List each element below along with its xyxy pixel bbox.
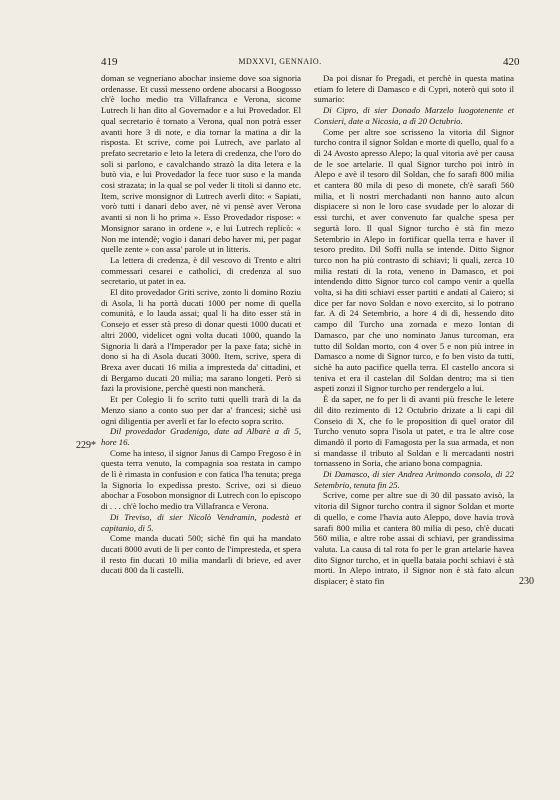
paragraph: Da poi disnar fo Pregadi, et perchè in questa matina etiam fo letere di Damasco e di Cypri, noterò qui soto il sumario:	[314, 73, 514, 105]
right-text-column	[314, 73, 514, 587]
paragraph: Et per Colegio li fo scrito tutti quelli trarà di la da Menzo siano a conto suo per dar a' francesi; sichè usi ogni diligentia per averli et far lo efecto sopra scrito.	[101, 394, 301, 426]
entry-heading: Di Treviso, di sier Nicolò Vendramin, podestà et capitanio, di 5.	[101, 511, 301, 533]
paragraph: La lettera di credenza, è dil vescovo di Trento e altri commessari cesarei e catholici, di credenza al suo secretario, ut patet in ea.	[101, 254, 301, 287]
paragraph: È da saper, ne fo per li dì avanti più fresche le letere dil dito rezimento di 12 Octubrio drizate a li capi dil Conseio di X, che fo le proposition di quel orator dil Turcho venuto sopra l'isola ut patet, e tra le altre cose dimandò il porto di Famagosta per la sua armada, et non si mandasse il tributo al Soldan e li mercadanti nostri tornasseno in Soria, che ariano bona compagnia.	[314, 394, 514, 469]
left-text-column	[101, 73, 301, 576]
paragraph: Scrive, come per altre sue di 30 dil passato avisò, la vitoria dil Signor turcho contra il signor Soldan et morte di quello, e come l'havia auto Aleppo, dove havia trovà sarafi 800 milia et cantera 80 milia di peso, ch'è ducati 560 milia, e altre robe assai di schiavi, per grandissima valuta. La causa di tal rota fo per le gran artelarie havea dito Signor turcho, et in quella bataia pochi schiavi è stà morti. In Alepo intrato, il Signor non è stà fato alcun dispiacer; è stato fin	[314, 490, 514, 587]
paragraph: El dito provedador Griti scrive, zonto li domino Roziu di Asola, li ha portà ducati 1000 per nome di quella comunità, e lo lauda assai; qual li ha dito esser stà in Consejo et esser stà preso di donar questi 1000 ducati et altri 2000, videlicet ogni volta ducati 1000, quando la Signoria li darà a l'Imperador per la paxe fata; sichè in dono si ha di Asola ducati 3000. Item, scrive, spera di Brexa aver ducati 16 milia a impresteda da' cittadini, et di Bergamo ducati 20 milia; ma sarano longeti. Però si fazi la provisione, perchè questi non mancherà.	[101, 287, 301, 394]
margin-number-right: 230	[519, 576, 534, 587]
entry-heading: Di Damasco, di sier Andrea Arimondo consolo, di 22 Setembrio, tenuta fin 25.	[314, 469, 514, 490]
page-number-left: 419	[101, 56, 118, 68]
entry-heading: Dil provedador Gradenigo, date ad Albarè a dì 5, hore 16.	[101, 426, 301, 447]
entry-heading: Di Cipro, di sier Donado Marzelo luogotenente et Consieri, date a Nicosia, a dì 20 Octubrio.	[314, 105, 514, 126]
paragraph: doman se vegneriano abochar insieme dove soa signoria ordenasse. Et cussì messeno ordene abocarsi a Boogosso ch'è locho medio tra Villafranca e Verona, sicome Lutrech li han dito al Governador e a lui Provedador. El qual secretario è tornato a Verona, qual non potrà esser avanti hore 3 di note, e dia tornar la matina a dir la risposta. Et scrive, come poi Lutrech, ave parlato al prefato secretario e leto la letera di credenza, che l'oro do soli si parlono, e cavalchando strazò la dita letera e la butò via, e lui Provedador la fece tuor suso e la manda cosi strazata; in la qual se pol veder li titoli si danno etc. Item, scrive monsignor di Lutrech averli dito: « Sapiati, vorò tutti i danari debo aver, nè vi pensè aver Verona avanti si non li ho prima ». Esso Provedador rispose: « Monsignor sarano in ordene », e lui Lutrech replicò: « Non me intendè; vogio i danari debo haver mi, per pagar quelle zente » con assa' parole ut in litteris.	[101, 73, 301, 255]
margin-number-left: 229*	[76, 440, 96, 451]
paragraph: Come manda ducati 500; sichè fin qui ha mandato ducati 8000 avuti de li per conto de l'impresteda, et spera il resto fin ducati 10 milia mandarli di brieve, ed aver ducati 800 da li castelli.	[101, 533, 301, 576]
paragraph: Come ha inteso, il signor Janus di Campo Fregoso è in questa terra venuto, la compagnia soa restata in campo de lì è rimasta in confusion e con fatica l'ha tenuta; prega la Signoria lo expedissa presto. Scrive, ozi si dieuo abochar a Fosobon monsignor di Lutrech con lo episcopo di . . . ch'è locho medio tra Villafranca e Verona.	[101, 447, 301, 512]
page-number-right: 420	[503, 56, 520, 68]
running-title: MDXXVI, GENNAIO.	[238, 57, 322, 66]
paragraph: Come per altre soe scrisseno la vitoria dil Signor turcho contra il signor Soldan e morte di quello, qual fo a dì 24 Avosto apresso Alepo; la qual vitoria avè per causa de le soe artelarie. Il qual Signor turcho poi intrò in Alepo e avè il tesoro dil Soldan, che fo sarafi 800 milia et cantera 80 mila di peso di monete, ch'è sarafi 560 milia, et li nostri merchadanti non hanno auto alcun dispiacere si non le loro case svudade per lo alozar di essi turchi, et aver convenuto far qualche spesa per segurtà loro. Il qual Signor turcho è stà fin mezo Setembrio in Alepo in fortificar quella terra e haver il tesoro predito. Dil Soffi nulla se intende. Ditto Signor turco non ha più contrasto di schiavi; li quali, zerca 10 milia restati di la rota, veneno in Damasco, et poi intendendo ditto Signor turco col campo venir a quella volta, si ha diti schiavi esser partiti e andati al Caiero; si dice per far novo Soldan e novo exercito, si lo potrano far. A dì 24 Setembrio, a hore 4 di dì, hessendo dito campo dil Turcho una zornada e mezo lontan di Damasco, par che uno nominato Janus turcoman, era tutto dil Soldan morto, con 4 over 5 e non più intree in Damasco a nome di Signor turco, e fo ben visto da tutti, sichè ha auto pacifice quella terra. El castello ancora si teniva et era il castelan dil Soldan dentro; ma si tien aspeti zonzi il Signor turcho per rendergelo a lui.	[314, 126, 514, 394]
